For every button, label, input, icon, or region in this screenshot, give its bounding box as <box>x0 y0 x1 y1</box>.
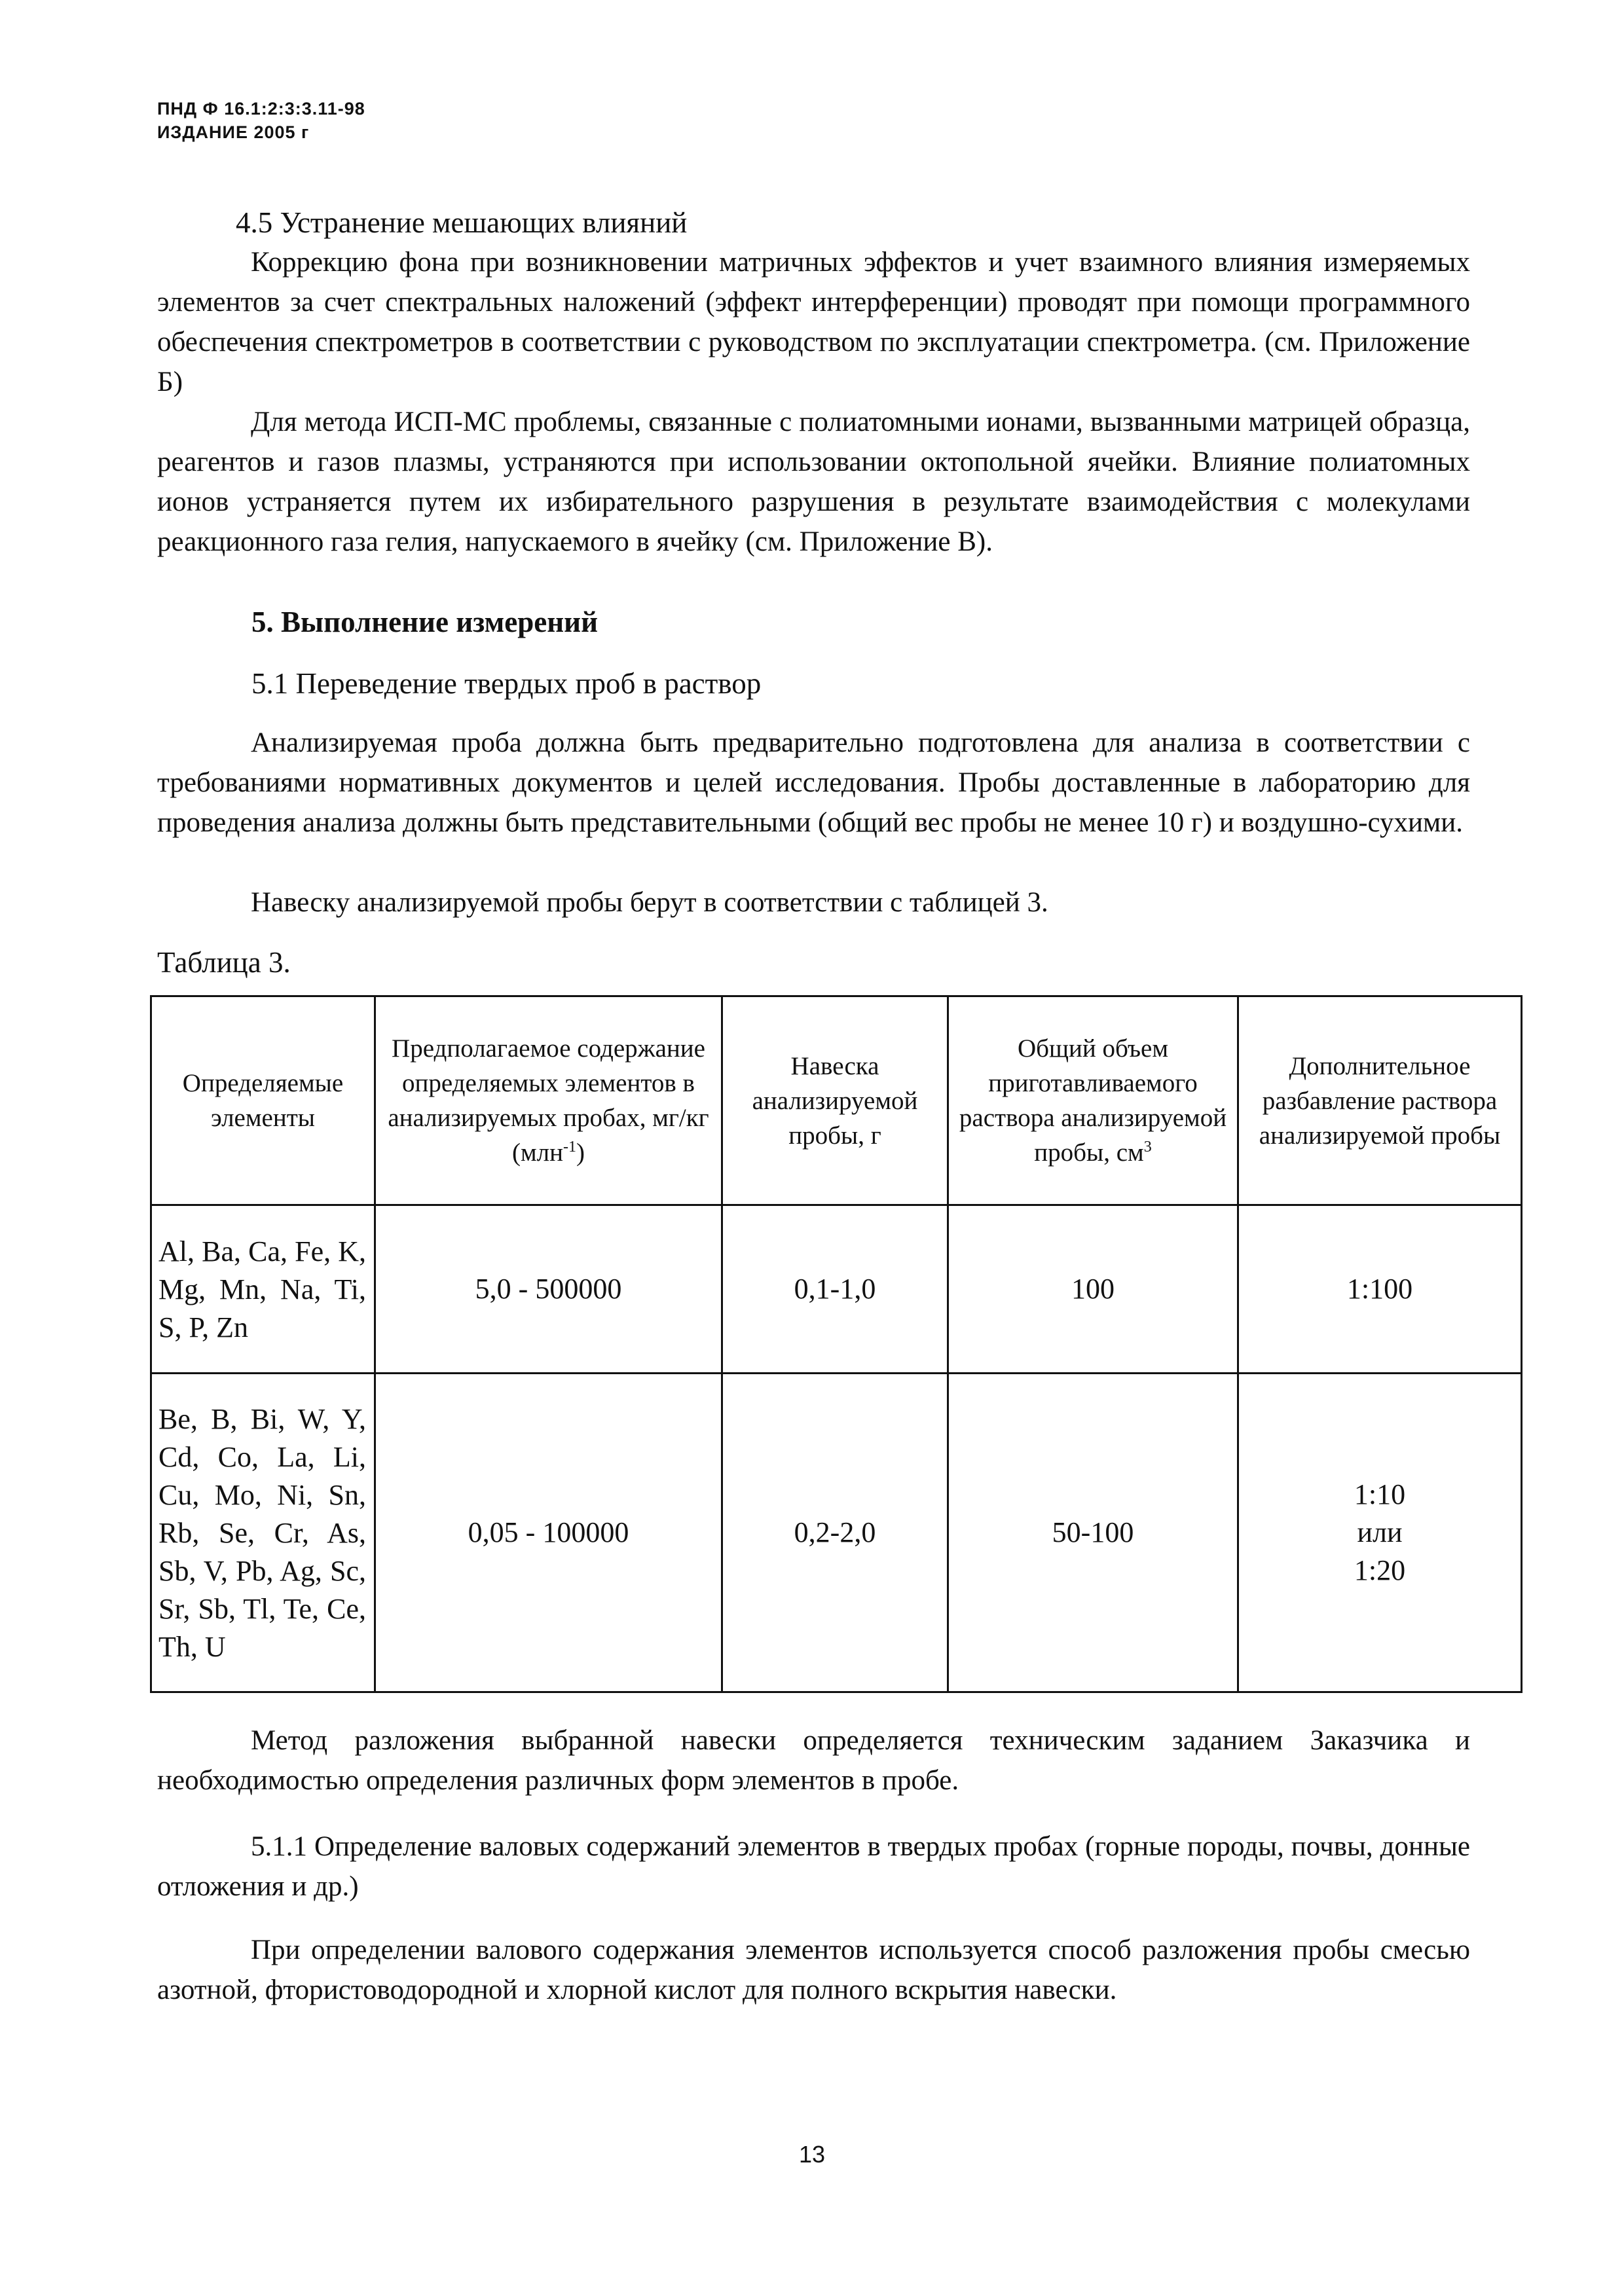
row-2-content: 0,05 - 100000 <box>375 1374 722 1692</box>
header-content-tail: ) <box>576 1139 585 1167</box>
section-4-5-paragraph-1: Коррекцию фона при возникновении матричных эффектов и учет взаимного влияния измеряемых элементов за счет спектральных наложений (эффект интерференции) проводят при помощи программного обеспечения спектрометров в соответствии с руководством по эксплуатации спектрометра. (см. Приложение Б) <box>157 247 1470 397</box>
row-1-elements: Al, Ba, Ca, Fe, K, Mg, Mn, Na, Ti, S, P, Zn <box>151 1205 375 1374</box>
section-5-paragraph-2: Навеску анализируемой пробы берут в соответствии с таблицей 3. <box>251 887 1048 918</box>
section-4-5-paragraph-2: Для метода ИСП-МС проблемы, связанные с полиатомными ионами, вызванными матрицей образца, реагентов и газов плазмы, устраняются при использовании октопольной ячейки. Влияние полиатомных ионов устраняется путем их избирательного разрушения в результате взаимодействия с молекулами реакционного газа гелия, напускаемого в ячейку (см. Приложение В). <box>157 407 1470 557</box>
table-row <box>151 1374 1522 1692</box>
row-1-volume: 100 <box>948 1205 1238 1374</box>
row-2-dilution <box>1238 1374 1522 1692</box>
section-5-paragraph-1: Анализируемая проба должна быть предварительно подготовлена для анализа в соответствии с требованиями нормативных документов и целей исследования. Пробы доставленные в лабораторию для проведения анализа должны быть представительными (общий вес пробы не менее 10 г) и воздушно-сухими. <box>157 727 1470 838</box>
table-row <box>151 1205 1522 1374</box>
table-header-row <box>151 996 1522 1205</box>
row-2-volume: 50-100 <box>948 1374 1238 1692</box>
header-volume <box>948 996 1238 1205</box>
header-mass: Навеска анализируемой пробы, г <box>722 996 948 1205</box>
document-header <box>157 97 365 144</box>
page-number: 13 <box>798 2141 826 2168</box>
edition-line: ИЗДАНИЕ 2005 г <box>157 122 310 142</box>
header-volume-sup: 3 <box>1143 1139 1152 1156</box>
table-3 <box>150 995 1522 1693</box>
row-2-mass: 0,2-2,0 <box>722 1374 948 1692</box>
header-content-sup: -1 <box>563 1139 576 1156</box>
row-2-elements: Be, B, Bi, W, Y, Cd, Co, La, Li, Cu, Mo, Ni, Sn, Rb, Se, Cr, As, Sb, V, Pb, Ag, Sc, Sr, Sb, Tl, Te, Ce, Th, U <box>151 1374 375 1692</box>
row-2-dilution-value-1: 1:10 <box>1354 1478 1406 1510</box>
after-table-paragraph-1: Метод разложения выбранной навески определяется техническим заданием Заказчика и необходимостью определения различных форм элементов в пробе. <box>157 1725 1470 1796</box>
row-2-dilution-or: или <box>1357 1516 1403 1548</box>
table-caption: Таблица 3. <box>157 946 291 979</box>
header-elements: Определяемые элементы <box>151 996 375 1205</box>
after-table-paragraph-3: При определении валового содержания элементов используется способ разложения пробы смесью азотной, фтористоводородной и хлорной кислот для полного вскрытия навески. <box>157 1935 1470 2005</box>
row-1-mass: 0,1-1,0 <box>722 1205 948 1374</box>
header-content <box>375 996 722 1205</box>
row-1-dilution <box>1238 1205 1522 1374</box>
section-5-1-heading: 5.1 Переведение твердых проб в раствор <box>251 667 762 700</box>
section-5-1-1-paragraph: 5.1.1 Определение валовых содержаний элементов в твердых пробах (горные породы, почвы, донные отложения и др.) <box>157 1831 1470 1902</box>
row-1-content: 5,0 - 500000 <box>375 1205 722 1374</box>
header-dilution: Дополнительное разбавление раствора анализируемой пробы <box>1238 996 1522 1205</box>
header-content-text: Предполагаемое содержание определяемых элементов в анализируемых пробах, мг/кг (млн <box>388 1034 709 1167</box>
header-volume-text: Общий объем приготавливаемого раствора анализируемой пробы, см <box>959 1034 1227 1167</box>
section-5-heading: 5. Выполнение измерений <box>251 606 598 638</box>
row-1-dilution-value: 1:100 <box>1346 1273 1413 1305</box>
row-2-dilution-value-2: 1:20 <box>1354 1554 1406 1586</box>
document-code: ПНД Ф 16.1:2:3:3.11-98 <box>157 99 365 118</box>
section-4-5-heading: 4.5 Устранение мешающих влияний <box>236 206 688 239</box>
